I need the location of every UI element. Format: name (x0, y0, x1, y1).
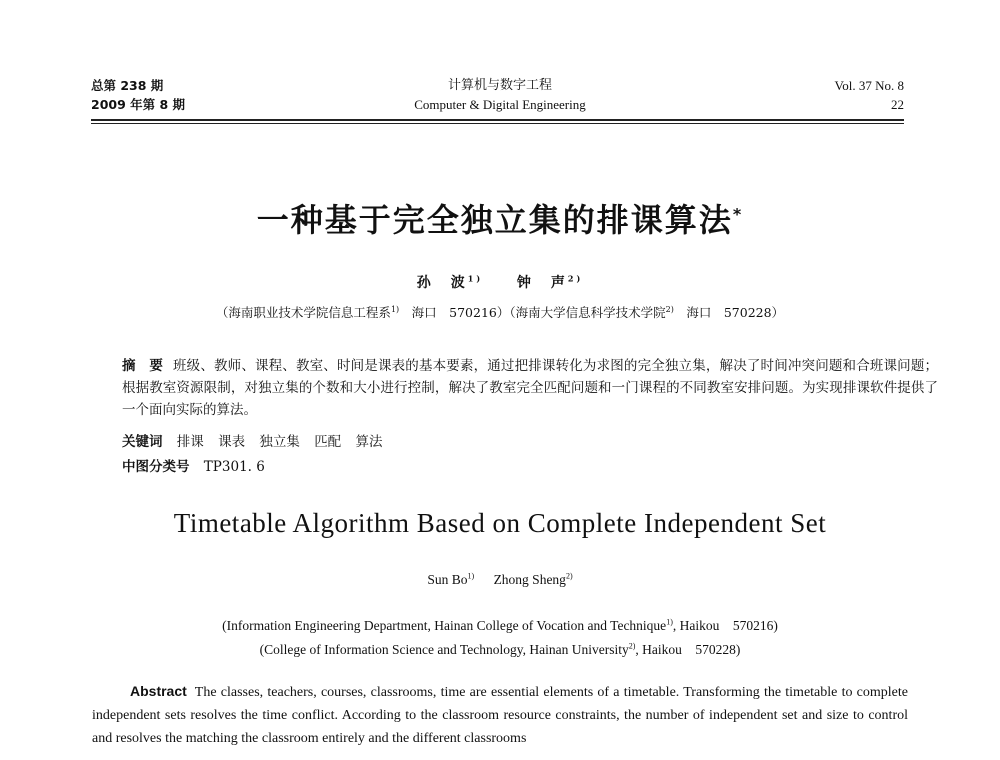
author-en-2: Zhong Sheng (493, 572, 566, 587)
keywords-cn (122, 430, 382, 450)
author-cn-2-sup: 2) (567, 273, 584, 284)
header-rule-thick (91, 119, 904, 121)
author-en-1-sup: 1) (467, 571, 475, 581)
author-en-1: Sun Bo (427, 572, 468, 587)
abstract-en (92, 680, 908, 750)
keywords-label: 关键词 (122, 434, 163, 450)
author-en-2-sup: 2) (565, 571, 573, 581)
abstract-cn (92, 355, 938, 421)
affil-cn-part1: （海南职业技术学院信息工程系 (215, 305, 391, 320)
affil-cn-sup2: 2) (665, 304, 674, 314)
keyword-item: 排课 (176, 434, 204, 450)
keyword-item: 独立集 (259, 434, 300, 450)
clc-value: TP301. 6 (203, 459, 265, 475)
abstract-en-text: The classes, teachers, courses, classrooms, time are essential elements of a timetable. Transforming the timetable to complete independent sets resolves the time conflict. According to the classroom resource constraints, the number of independent set and size to control and resolves the matching the classroom entirely and the different classrooms (92, 685, 908, 746)
issue-total: 总第 238 期 (91, 78, 164, 93)
clc-label: 中图分类号 (122, 459, 190, 475)
classification-number (122, 455, 265, 475)
abstract-cn-label: 摘 要 (122, 358, 163, 374)
affil-en-2-city: , Haikou 570228) (635, 642, 741, 657)
journal-name-cn: 计算机与数字工程 (447, 78, 552, 93)
header-rule-thin (91, 123, 904, 124)
affil-en-1-city: , Haikou 570216) (672, 618, 778, 633)
keyword-item: 算法 (355, 434, 383, 450)
issue-year: 2009 年第 8 期 (91, 97, 186, 112)
affil-en-1-text: (Information Engineering Department, Hainan College of Vocation and Technique (222, 618, 667, 633)
volume-number: Vol. 37 No. 8 (834, 78, 904, 93)
affiliation-en-2 (0, 638, 1000, 658)
author-cn-1: 孙 波 (416, 275, 468, 291)
affil-cn-part2: 海口 570216）（海南大学信息科学技术学院 (399, 305, 666, 320)
author-cn-1-sup: 1) (467, 273, 484, 284)
journal-header-right (835, 76, 904, 114)
title-cn-text: 一种基于完全独立集的排课算法 (256, 201, 733, 239)
paper-title-en: Timetable Algorithm Based on Complete Independent Set (173, 508, 827, 538)
title-footnote-mark: * (732, 204, 744, 224)
affil-en-2-sup: 2) (628, 641, 636, 651)
authors-cn (0, 272, 1000, 292)
affil-en-1-sup: 1) (666, 617, 673, 627)
affiliation-en-1 (0, 614, 1000, 634)
keyword-item: 课表 (218, 434, 246, 450)
affil-cn-sup1: 1) (390, 304, 400, 314)
abstract-en-label: Abstract (130, 683, 187, 699)
author-cn-2: 钟 声 (516, 275, 568, 291)
affil-cn-part3: 海口 570228） (673, 305, 785, 320)
keyword-item: 匹配 (314, 434, 342, 450)
journal-name-en: Computer & Digital Engineering (414, 97, 586, 112)
affil-en-2-text: (College of Information Science and Technology, Hainan University (259, 642, 629, 657)
abstract-cn-text: 班级、教师、课程、教室、时间是课表的基本要素，通过把排课转化为求图的完全独立集，解决了时间冲突问题和合班课问题；根据教室资源限制，对独立集的个数和大小进行控制，解决了教室完全匹配问题和一门课程的不同教室安排问题。为实现排课软件提供了一个面向实际的算法。 (122, 358, 939, 418)
affiliations-cn (0, 303, 1000, 321)
authors-en (0, 572, 1000, 588)
page-number: 22 (891, 97, 904, 112)
paper-title-cn (0, 195, 1000, 241)
